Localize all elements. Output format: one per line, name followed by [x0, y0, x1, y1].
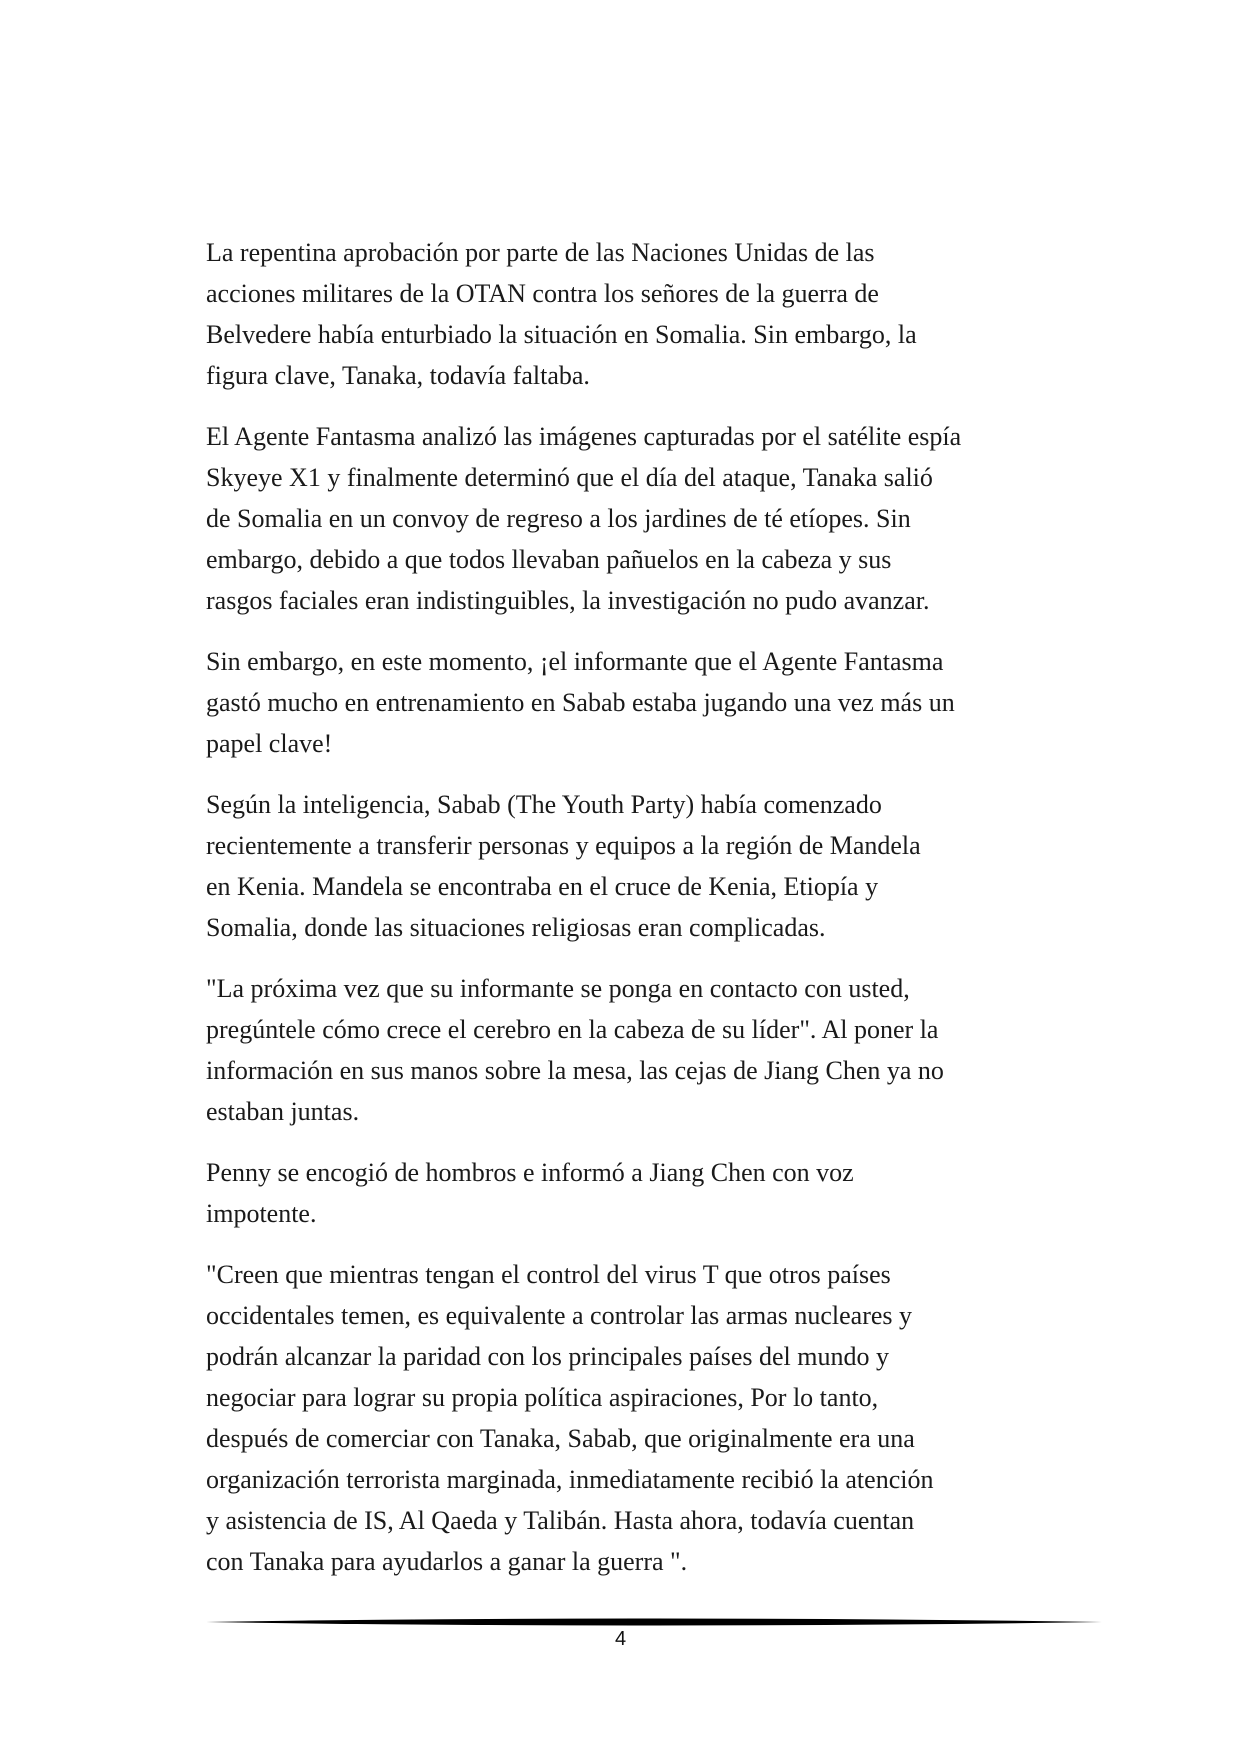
paragraph-3: Sin embargo, en este momento, ¡el informante que el Agente Fantasma gastó mucho en entrenamiento en Sabab estaba jugando una vez más un papel clave! [206, 647, 955, 758]
footer-divider [206, 1616, 1102, 1628]
paragraph-6: Penny se encogió de hombros e informó a Jiang Chen con voz impotente. [206, 1158, 854, 1228]
paragraph-4: Según la inteligencia, Sabab (The Youth Party) había comenzado recientemente a transferir personas y equipos a la región de Mandela en Kenia. Mandela se encontraba en el cruce de Kenia, Etiopía y Somalia, donde las situaciones religiosas eran complicadas. [206, 790, 921, 942]
paragraph-7: "Creen que mientras tengan el control del virus T que otros países occidentales temen, es equivalente a controlar las armas nucleares y podrán alcanzar la paridad con los principales países del mundo y negociar para lograr su propia política aspiraciones, Por lo tanto, después de comerciar con Tanaka, Sabab, que originalmente era una organización terrorista marginada, inmediatamente recibió la atención y asistencia de IS, Al Qaeda y Talibán. Hasta ahora, todavía cuentan con Tanaka para ayudarlos a ganar la guerra ". [206, 1260, 934, 1576]
paragraph-5: "La próxima vez que su informante se ponga en contacto con usted, pregúntele cómo crece el cerebro en la cabeza de su líder". Al poner la información en sus manos sobre la mesa, las cejas de Jiang Chen ya no estaban juntas. [206, 974, 944, 1126]
footer-divider-stroke [206, 1619, 1102, 1626]
page-number: 4 [614, 1628, 627, 1650]
body-text [206, 232, 1066, 1602]
paragraph-1: La repentina aprobación por parte de las Naciones Unidas de las acciones militares de la OTAN contra los señores de la guerra de Belvedere había enturbiado la situación en Somalia. Sin embargo, la figura clave, Tanaka, todavía faltaba. [206, 238, 917, 390]
paragraph-2: El Agente Fantasma analizó las imágenes capturadas por el satélite espía Skyeye X1 y finalmente determinó que el día del ataque, Tanaka salió de Somalia en un convoy de regreso a los jardines de té etíopes. Sin embargo, debido a que todos llevaban pañuelos en la cabeza y sus rasgos faciales eran indistinguibles, la investigación no pudo avanzar. [206, 422, 962, 615]
